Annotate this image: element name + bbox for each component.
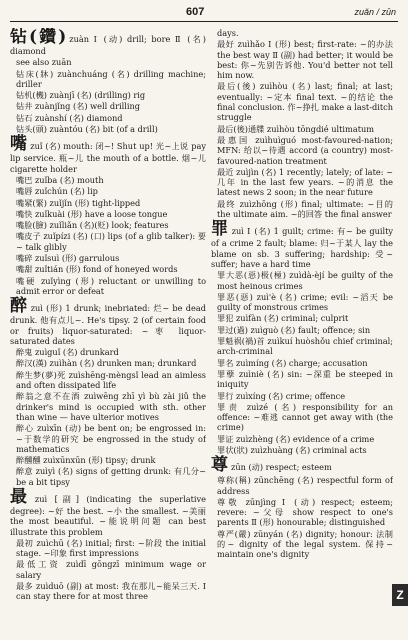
entry-text: zuì [副] (indicating the superlative degree): ~好 the best. ~小 the smallest. ~美丽 the most beautiful. ~能说明问题 can best illustrate this problem: [10, 493, 206, 537]
entry-text: days.: [217, 28, 239, 38]
entry-text: 最好 zuìhǎo Ⅰ (形) best; first-rate: ~的办法 the best way Ⅱ (副) had better; it would be best: 你~先别告诉他. You'd better not tell him now.: [217, 39, 393, 81]
dictionary-entry: [211, 434, 393, 444]
dictionary-entry: [10, 175, 206, 185]
entry-text: 罪名 zuìmíng (名) charge; accusation: [217, 357, 368, 368]
entry-text: see also zuān: [16, 57, 72, 68]
entry-text: zuàn Ⅰ (动) drill; bore Ⅱ (名) diamond: [10, 34, 206, 56]
dictionary-entry: [211, 391, 393, 401]
headword: 罪: [211, 219, 229, 240]
entry-text: 嘴快 zuǐkuài (形) have a loose tongue: [16, 208, 168, 219]
entry-text: 醉翁之意不在酒 zuìwēng zhī yì bù zài jiǔ the drinker's mind is occupied with sth. other than wine — have ulterior motives: [16, 391, 206, 422]
dictionary-entry: [10, 198, 206, 208]
entry-text: 钻井 zuànjǐng (名) well drilling: [16, 101, 141, 112]
dictionary-entry: [211, 529, 393, 560]
entry-text: 嘴皮子 zuǐpízi (名) (口) lips (of a glib talker): 要~ talk glibly: [16, 231, 206, 252]
dictionary-entry: [211, 313, 393, 323]
entry-text: 最惠国 zuìhuìguó most-favoured-nation; MFN: 给以~待遇 accord (a country) most-favoured-nation treatment: [217, 134, 393, 166]
dictionary-entry: [10, 113, 206, 123]
entry-text: 最低工资 zuìdī gōngzī minimum wage or salary: [16, 559, 206, 580]
dictionary-entry: [211, 199, 393, 220]
dictionary-entry: [10, 186, 206, 196]
entry-text: 嘴唇 zuǐchún (名) lip: [16, 186, 98, 197]
entry-text: 醉意 zuìyì (名) signs of getting drunk: 有几分~ be a bit tipsy: [16, 466, 206, 487]
entry-text: 最后(後)通牒 zuìhòu tōngdié ultimatum: [217, 123, 375, 134]
dictionary-entry: [10, 423, 206, 454]
entry-text: 醉鬼 zuìguǐ (名) drunkard: [16, 347, 119, 358]
entry-text: 嘴巴 zuǐba (名) mouth: [16, 174, 104, 185]
entry-text: 醉汉(漢) zuìhàn (名) drunken man; drunkard: [16, 358, 197, 369]
entry-text: 醉醺醺 zuìxūnxūn (形) tipsy; drunk: [16, 455, 156, 466]
dictionary-entry: [211, 39, 393, 80]
entry-text: 醉生梦(夢)死 zuìshēng-mèngsǐ lead an aimless and often dissipated life: [16, 369, 206, 391]
page-number: 607: [186, 6, 205, 18]
entry-text: 钻机(機) zuànjī (名) (drilling) rig: [16, 90, 146, 101]
entry-text: 罪恶(惡) zuì'è (名) crime; evil: ~滔天 be guilty of monstrous crimes: [217, 291, 393, 313]
dictionary-entry: [10, 264, 206, 274]
entry-text: 尊敬 zūnjìng Ⅰ (动) respect; esteem; revere: ~父母 show respect to one's parents Ⅱ (形) honourable; distinguished: [217, 496, 393, 528]
headword: 醉: [10, 296, 28, 317]
entry-text: 罪过(過) zuìguò (名) fault; offence; sin: [217, 324, 371, 335]
running-head: zuǎn / zūn: [354, 7, 396, 17]
entry-text: 最终 zuìzhōng (形) final; ultimate: ~目的 the ultimate aim. ~的回答 the final answer: [217, 198, 393, 220]
headword-entry: [211, 456, 393, 474]
headword: 最: [10, 486, 32, 507]
entry-text: 罪证 zuìzhèng (名) evidence of a crime: [217, 433, 375, 444]
dictionary-entry: [211, 445, 393, 455]
dictionary-entry: [10, 559, 206, 580]
headword-entry: [10, 135, 206, 174]
entry-text: 罪行 zuìxíng (名) crime; offence: [217, 390, 346, 401]
left-column: [10, 28, 206, 632]
entry-text: 罪大恶(惡)极(極) zuìdà-èjí be guilty of the most heinous crimes: [217, 270, 393, 291]
entry-text: 最近 zuìjìn (名) 1 recently; lately; of late: ~几年 in the last few years. ~的消息 the latest news 2 soon; in the near future: [217, 166, 393, 198]
header-rule: [10, 21, 398, 22]
headword: 嘴: [10, 134, 28, 155]
dictionary-entry: [211, 475, 393, 496]
dictionary-entry: [10, 466, 206, 487]
headword: 尊: [211, 455, 228, 476]
entry-text: 钻石 zuànshí (名) diamond: [16, 112, 123, 123]
entry-text: zuì (形) 1 drunk; inebriated: 烂~ be dead drunk. 他有点儿~. He's tipsy. 2 (of certain food or fruits) liquor-saturated: ~枣 liquor-saturated dates: [10, 303, 206, 346]
entry-text: zuǐ (名) mouth: 闭~! Shut up! 光~上说 pay lip service. 瓶~儿 the mouth of a bottle. 烟~儿 cigarette holder: [10, 141, 206, 174]
entry-text: 嘴硬 zuǐyìng (形) reluctant or unwilling to admit error or defeat: [16, 275, 206, 296]
dictionary-entry: [10, 124, 206, 134]
dictionary-entry: [211, 167, 393, 198]
dictionary-entry: [10, 69, 206, 90]
dictionary-entry: [211, 358, 393, 368]
headword-entry: [211, 220, 393, 269]
entry-text: zuì Ⅰ (名) 1 guilt; crime: 有~ be guilty of a crime 2 fault; blame: 归~于某人 lay the blame on sb. 3 suffering; hardship: 受~ suffer; have a hard time: [211, 226, 393, 269]
dictionary-entry: [10, 391, 206, 422]
dictionary-entry: [10, 455, 206, 465]
thumb-index-tab: Z: [392, 584, 408, 606]
headword-entry: [10, 297, 206, 346]
dictionary-entry: [211, 369, 393, 390]
dictionary-entry: [10, 101, 206, 111]
dictionary-entry: [10, 220, 206, 230]
dictionary-entry: [211, 28, 393, 38]
entry-text: zūn (动) respect; esteem: [231, 462, 332, 473]
dictionary-entry: [10, 370, 206, 391]
dictionary-entry: [211, 325, 393, 335]
dictionary-entry: [10, 581, 206, 602]
dictionary-entry: [10, 538, 206, 559]
entry-text: 嘴紧(緊) zuǐjǐn (形) tight-lipped: [16, 197, 141, 208]
dictionary-entry: [211, 336, 393, 357]
dictionary-entry: [10, 276, 206, 297]
entry-text: 最初 zuìchū (名) initial; first: ~阶段 the initial stage. ~印象 first impressions: [16, 537, 206, 559]
dictionary-entry: [10, 90, 206, 100]
entry-text: 最后(後) zuìhòu (名) last; final; at last; eventually: ~定本 final text. ~的结论 the final conclusion. 作~挣扎 make a last-ditch struggle: [217, 81, 393, 123]
entry-text: 嘴碎 zuǐsuì (形) garrulous: [16, 253, 120, 264]
dictionary-entry: [211, 81, 393, 122]
entry-text: 尊严(嚴) zūnyán (名) dignity; honour: 法制的~ dignity of the legal system. 保持~ maintain one's dignity: [217, 528, 393, 560]
entry-text: 嘴脸(臉) zuǐliǎn (名)(贬) look; features: [16, 220, 169, 231]
entry-text: 钻床(牀) zuànchuáng (名) drilling machine; driller: [16, 68, 206, 89]
dictionary-entry: [10, 209, 206, 219]
dictionary-entry: [211, 402, 393, 433]
entry-text: 醉心 zuìxīn (动) be bent on; be engrossed in: ~于数学的研究 be engrossed in the study of mathematics: [16, 423, 206, 454]
dictionary-entry: [10, 253, 206, 263]
entry-text: 尊称(稱) zūnchēng (名) respectful form of address: [217, 475, 393, 496]
entry-text: 嘴甜 zuǐtián (形) fond of honeyed words: [16, 264, 178, 275]
dictionary-entry: [211, 135, 393, 166]
entry-text: 罪孽 zuìniè (名) sin: ~深重 be steeped in iniquity: [217, 368, 393, 390]
dictionary-entry: [10, 57, 206, 67]
headword-entry: [10, 488, 206, 537]
dictionary-entry: [211, 292, 393, 313]
entry-text: 罪责 zuìzé (名) responsibility for an offence: ~难逃 cannot get away with (the crime): [217, 401, 393, 433]
dictionary-entry: [211, 270, 393, 291]
dictionary-entry: [10, 347, 206, 357]
headword: 钻(鑽): [10, 28, 67, 47]
page-header: [0, 0, 408, 22]
dictionary-entry: [211, 497, 393, 528]
entry-text: 罪犯 zuìfàn (名) criminal; culprit: [217, 313, 349, 324]
entry-text: 罪状(狀) zuìzhuàng (名) criminal acts: [217, 444, 367, 455]
dictionary-entry: [10, 231, 206, 252]
entry-text: 最多 zuìduō (副) at most: 我在那儿~能呆三天. I can stay there for at most three: [16, 581, 206, 602]
entry-text: 钻头(頭) zuàntóu (名) bit (of a drill): [16, 124, 158, 135]
headword-entry: [10, 28, 206, 56]
right-column: [211, 28, 393, 632]
entry-text: 罪魁祸(禍)首 zuìkuí huòshǒu chief criminal; arch-criminal: [217, 336, 393, 357]
dictionary-entry: [10, 358, 206, 368]
dictionary-entry: [211, 124, 393, 134]
